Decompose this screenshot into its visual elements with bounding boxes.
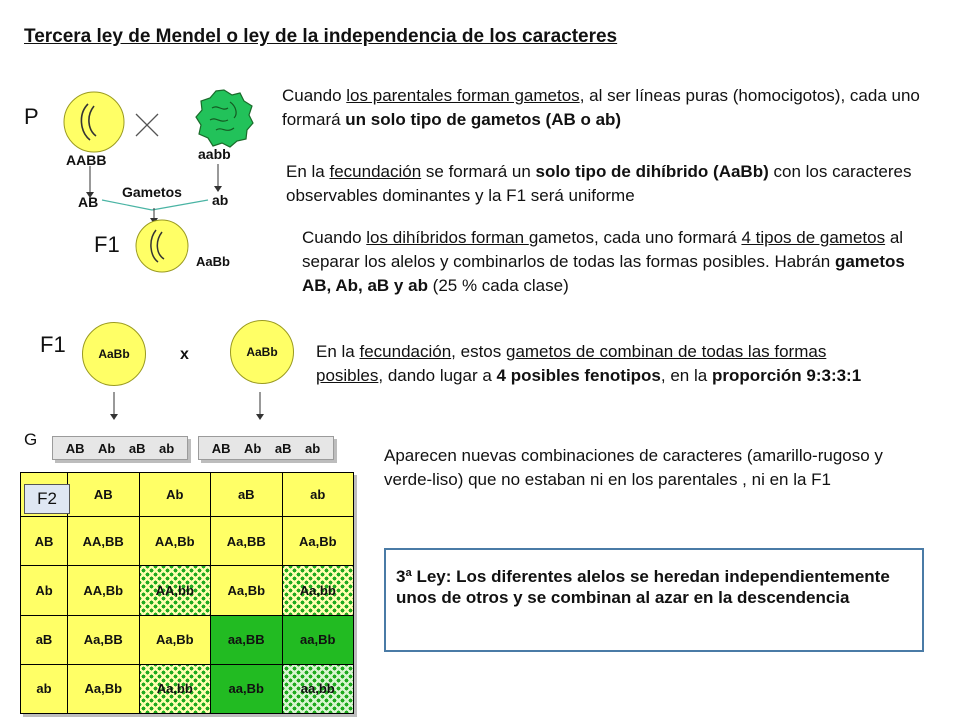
- punnett-row-header: AB: [21, 517, 68, 566]
- punnett-row-header: aB: [21, 615, 68, 664]
- f1-generation-label: F1: [94, 232, 120, 257]
- punnett-row-header: Ab: [21, 566, 68, 615]
- third-law-box: 3ª Ley: Los diferentes alelos se heredan independientemente unos de otros y se combinan al azar en la descendencia: [384, 548, 924, 652]
- punnett-cell: Aa,Bb: [68, 664, 140, 713]
- punnett-cell: Aa,bb: [282, 566, 354, 615]
- f2-tag: F2: [24, 484, 70, 514]
- punnett-cell: Aa,BB: [68, 615, 140, 664]
- punnett-cell: Aa,bb: [139, 664, 211, 713]
- punnett-row-header: ab: [21, 664, 68, 713]
- punnett-cell: Aa,BB: [211, 517, 283, 566]
- left-parent-gamete: AB: [78, 194, 99, 210]
- right-gamete-1: AB: [211, 440, 231, 456]
- right-parent-gamete: ab: [212, 192, 229, 208]
- yellow-smooth-pea-icon: [62, 90, 126, 154]
- punnett-cell: AA,Bb: [139, 517, 211, 566]
- punnett-cell: aa,bb: [282, 664, 354, 713]
- paragraph-parent-gametes: Cuando los parentales forman gametos, al ser líneas puras (homocigotos), cada uno formará un solo tipo de gametos (AB o ab): [282, 86, 920, 129]
- punnett-cell: Aa,Bb: [282, 517, 354, 566]
- punnett-cell: Aa,Bb: [211, 566, 283, 615]
- parental-generation-label: P: [24, 104, 39, 129]
- gametes-label: Gametos: [122, 184, 182, 200]
- left-gametes-box: [52, 436, 188, 460]
- f1-left-pea: [82, 322, 146, 386]
- left-gamete-2: Ab: [98, 440, 116, 456]
- punnett-cell: aa,Bb: [211, 664, 283, 713]
- right-gametes-box: [198, 436, 334, 460]
- punnett-square: [20, 472, 354, 714]
- right-gamete-3: aB: [274, 440, 292, 456]
- gametes-row-label: G: [24, 430, 38, 449]
- punnett-col-header: AB: [68, 473, 140, 517]
- punnett-cell: aa,BB: [211, 615, 283, 664]
- punnett-col-header: aB: [211, 473, 283, 517]
- left-gamete-1: AB: [65, 440, 85, 456]
- punnett-cell: Aa,Bb: [139, 615, 211, 664]
- paragraph-dihybrid-gametes: Cuando los dihíbridos forman gametos, cada uno formará 4 tipos de gametos al separar los alelos y combinarlos de todas las formas posibles. Habrán gametos AB, Ab, aB y ab (25 % cada clase): [302, 228, 905, 295]
- punnett-cell: AA,bb: [139, 566, 211, 615]
- punnett-cell: AA,BB: [68, 517, 140, 566]
- green-wrinkled-pea-icon: [192, 86, 256, 150]
- yellow-smooth-pea-f1-icon: [134, 218, 190, 274]
- cross-symbol-icon: [134, 112, 160, 138]
- right-parent-genotype: aabb: [198, 146, 231, 162]
- punnett-col-header: Ab: [139, 473, 211, 517]
- f1-right-pea: [230, 320, 294, 384]
- f1-cross-label: F1: [40, 332, 66, 357]
- left-gamete-4: ab: [159, 440, 175, 456]
- f1-cross-symbol: x: [180, 346, 189, 363]
- f1-right-pea-genotype: AaBb: [246, 345, 278, 359]
- punnett-cell: AA,Bb: [68, 566, 140, 615]
- paragraph-f2-fertilization: En la fecundación, estos gametos de combinan de todas las formas posibles, dando lugar a 4 posibles fenotipos, en la proporción 9:3:3:1: [316, 342, 862, 385]
- f1-left-pea-genotype: AaBb: [98, 347, 130, 361]
- punnett-col-header: ab: [282, 473, 354, 517]
- left-gamete-3: aB: [128, 440, 146, 456]
- page-title: Tercera ley de Mendel o ley de la independencia de los caracteres: [24, 26, 618, 47]
- right-gamete-4: ab: [305, 440, 321, 456]
- right-gamete-2: Ab: [244, 440, 262, 456]
- paragraph-f1-fertilization: En la fecundación se formará un solo tipo de dihíbrido (AaBb) con los caracteres observables dominantes y la F1 será uniforme: [286, 162, 912, 205]
- f1-gamete-arrows: [100, 390, 280, 424]
- punnett-cell: aa,Bb: [282, 615, 354, 664]
- paragraph-new-combinations: Aparecen nuevas combinaciones de caracteres (amarillo-rugoso y verde-liso) que no estaban ni en los parentales , ni en la F1: [384, 446, 883, 489]
- left-parent-genotype: AABB: [66, 152, 107, 168]
- f1-genotype: AaBb: [196, 254, 230, 269]
